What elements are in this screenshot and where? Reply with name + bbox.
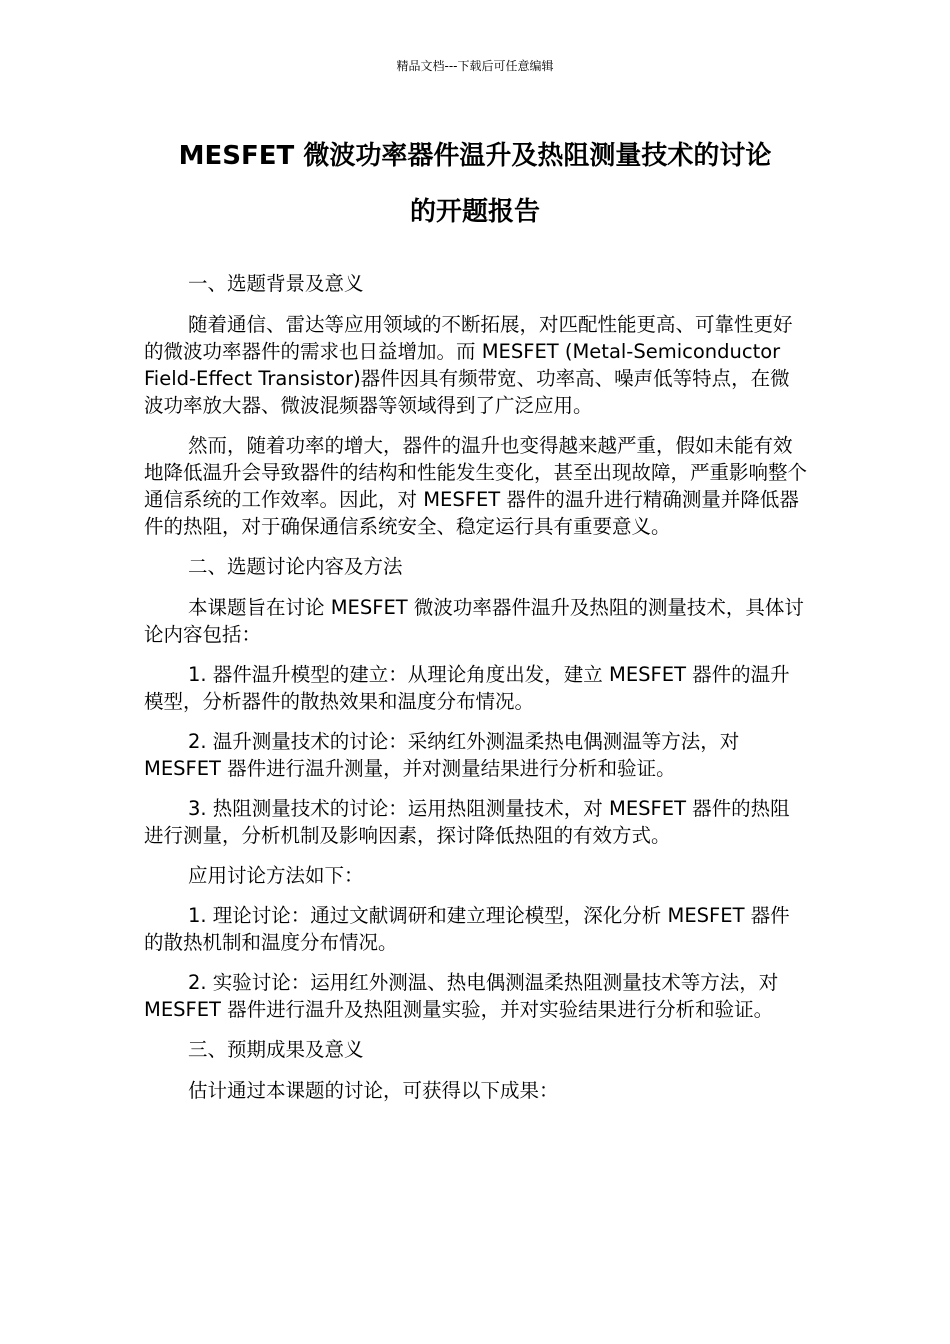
paragraph-method-1: 1. 理论讨论：通过文献调研和建立理论模型，深化分析 MESFET 器件的散热机制和温度分布情况。 [144, 904, 790, 954]
section-heading-content-methods: 二、选题讨论内容及方法 [188, 555, 403, 578]
section-heading-background: 一、选题背景及意义 [188, 272, 364, 295]
document-title [120, 128, 830, 240]
paragraph-methods-intro: 应用讨论方法如下： [188, 864, 364, 887]
paragraph-method-2: 2. 实验讨论：运用红外测温、热电偶测温柔热阻测量技术等方法，对 MESFET 器件进行温升及热阻测量实验，并对实验结果进行分析和验证。 [144, 971, 779, 1021]
paragraph-content-item-3: 3. 热阻测量技术的讨论：运用热阻测量技术，对 MESFET 器件的热阻进行测量，分析机制及影响因素，探讨降低热阻的有效方式。 [144, 797, 790, 847]
section-heading-outcomes: 三、预期成果及意义 [188, 1038, 364, 1061]
paragraph-content-intro: 本课题旨在讨论 MESFET 微波功率器件温升及热阻的测量技术，具体讨论内容包括： [144, 596, 804, 646]
paragraph-content-item-2: 2. 温升测量技术的讨论：采纳红外测温柔热电偶测温等方法，对 MESFET 器件进行温升测量，并对测量结果进行分析和验证。 [144, 730, 740, 780]
paragraph-content-item-1: 1. 器件温升模型的建立：从理论角度出发，建立 MESFET 器件的温升模型，分析器件的散热效果和温度分布情况。 [144, 663, 790, 713]
title-line-1: MESFET 微波功率器件温升及热阻测量技术的讨论 [178, 141, 772, 171]
document-body [144, 270, 808, 1117]
paragraph-background-2: 然而，随着功率的增大，器件的温升也变得越来越严重，假如未能有效地降低温升会导致器件的结构和性能发生变化，甚至出现故障，严重影响整个通信系统的工作效率。因此，对 MESFET 器件的温升进行精确测量并降低器件的热阻，对于确保通信系统安全、稳定运行具有重要意义。 [144, 434, 808, 538]
paragraph-background-1: 随着通信、雷达等应用领域的不断拓展，对匹配性能更高、可靠性更好的微波功率器件的需求也日益增加。而 MESFET (Metal-Semiconductor Field-Effect Transistor)器件因具有频带宽、功率高、噪声低等特点，在微波功率放大器、微波混频器等领域得到了广泛应用。 [144, 313, 793, 417]
page-header-watermark: 精品文档---下载后可任意编辑 [396, 59, 554, 73]
title-line-2: 的开题报告 [409, 197, 540, 227]
paragraph-outcomes-intro: 估计通过本课题的讨论，可获得以下成果： [188, 1079, 559, 1102]
